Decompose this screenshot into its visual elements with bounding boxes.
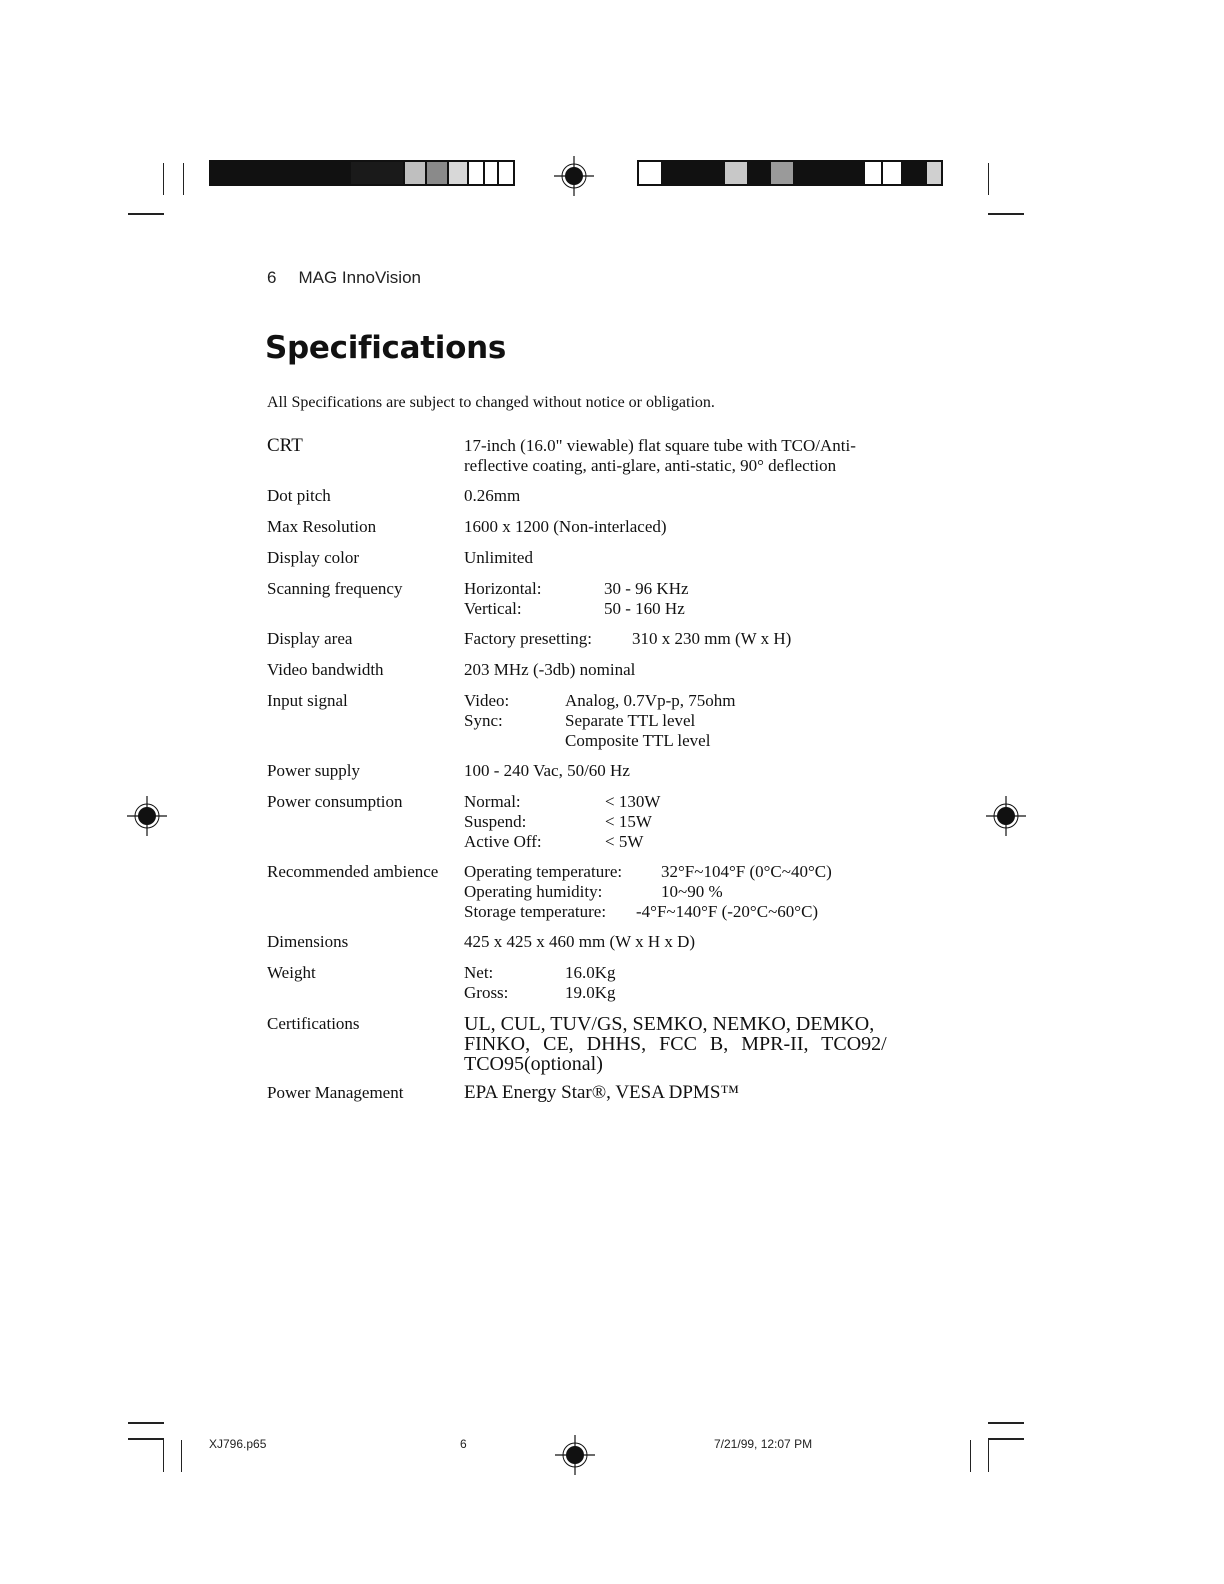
- spec-value: [464, 486, 520, 506]
- registration-color-bar-icon: [209, 160, 515, 186]
- spec-subitem: [464, 599, 689, 619]
- spec-value-line: TCO95(optional): [464, 1053, 603, 1075]
- spec-value-line: 203 MHz (-3db) nominal: [464, 660, 636, 679]
- spec-label: Power supply: [267, 761, 361, 780]
- spec-value: [464, 548, 533, 568]
- crop-mark: [128, 213, 164, 215]
- spec-value: [464, 436, 856, 476]
- spec-subitem-key: Factory presetting:: [464, 629, 592, 648]
- spec-value-line: FINKO, CE, DHHS, FCC B, MPR-II, TCO92/: [464, 1033, 887, 1055]
- spec-value: [464, 932, 695, 952]
- spec-value-line: EPA Energy Star®, VESA DPMS™: [464, 1082, 740, 1103]
- spec-label: Video bandwidth: [267, 660, 384, 679]
- spec-subitem-value: 32°F~104°F (0°C~40°C): [661, 862, 832, 881]
- crop-mark: [988, 213, 1024, 215]
- spec-subitem-key: Gross:: [464, 983, 509, 1002]
- registration-color-bar-icon: [637, 160, 943, 186]
- spec-label: Display color: [267, 548, 360, 567]
- spec-subitem-value: 310 x 230 mm (W x H): [632, 629, 792, 648]
- spec-label: Power Management: [267, 1083, 404, 1102]
- spec-label: Display area: [267, 629, 353, 648]
- spec-subitem-key: Suspend:: [464, 812, 527, 831]
- spec-subitem-value: Composite TTL level: [565, 731, 711, 750]
- page-title: Specifications: [265, 330, 507, 366]
- crop-mark: [128, 1438, 164, 1440]
- crop-mark: [163, 163, 164, 195]
- spec-subitem-key: Sync:: [464, 711, 503, 730]
- spec-value: [464, 963, 616, 1003]
- spec-value-line: 0.26mm: [464, 486, 521, 505]
- spec-value-line: 425 x 425 x 460 mm (W x H x D): [464, 932, 696, 951]
- crop-mark: [181, 1440, 182, 1472]
- page-number: 6: [267, 268, 277, 287]
- spec-subitem-value: < 130W: [605, 792, 661, 811]
- spec-subitem-key: Vertical:: [464, 599, 522, 618]
- spec-value: [464, 691, 735, 751]
- spec-subitem: [464, 579, 689, 599]
- spec-subitem-value: < 5W: [605, 832, 644, 851]
- spec-value-line: reflective coating, anti-glare, anti-static, 90° deflection: [464, 456, 837, 475]
- spec-subitem-value: < 15W: [605, 812, 652, 831]
- spec-subitem: [464, 629, 791, 649]
- crop-mark: [163, 1438, 164, 1472]
- spec-subitem-value: 16.0Kg: [565, 963, 616, 982]
- spec-value: [464, 862, 832, 922]
- spec-subitem-value: 19.0Kg: [565, 983, 616, 1002]
- spec-subitem-key: Horizontal:: [464, 579, 542, 598]
- spec-label: Dimensions: [267, 932, 349, 951]
- spec-subitem-key: Storage temperature:: [464, 902, 607, 921]
- spec-value: [464, 761, 630, 781]
- spec-value-line: UL, CUL, TUV/GS, SEMKO, NEMKO, DEMKO,: [464, 1013, 875, 1035]
- spec-subitem: [464, 731, 735, 751]
- registration-crosshair-icon: [555, 1435, 595, 1475]
- crop-mark: [128, 1422, 164, 1424]
- spec-subitem-key: Active Off:: [464, 832, 542, 851]
- spec-label: Dot pitch: [267, 486, 331, 505]
- footer-page-number: 6: [460, 1437, 467, 1451]
- crop-mark: [988, 1438, 1024, 1440]
- crop-mark: [183, 163, 184, 195]
- spec-subitem-value: 10~90 %: [661, 882, 723, 901]
- spec-label: Power consumption: [267, 792, 403, 811]
- spec-subitem-key: Normal:: [464, 792, 521, 811]
- spec-value-line: 100 - 240 Vac, 50/60 Hz: [464, 761, 630, 780]
- spec-value: [464, 579, 689, 619]
- spec-subitem: [464, 792, 660, 812]
- footer-filename: XJ796.p65: [209, 1437, 267, 1451]
- crop-mark: [988, 163, 989, 195]
- disclaimer-note: All Specifications are subject to changed without notice or obligation.: [267, 394, 715, 411]
- spec-subitem-value: Separate TTL level: [565, 711, 696, 730]
- brand-name: MAG InnoVision: [298, 268, 421, 287]
- spec-subitem-key: Operating humidity:: [464, 882, 603, 901]
- spec-subitem: [464, 963, 616, 983]
- spec-subitem: [464, 832, 660, 852]
- spec-subitem: [464, 983, 616, 1003]
- spec-value-line: 17-inch (16.0" viewable) flat square tube with TCO/Anti-: [464, 436, 856, 455]
- spec-value: [464, 1014, 904, 1074]
- registration-crosshair-icon: [554, 156, 594, 196]
- spec-subitem: [464, 862, 832, 882]
- spec-label: Certifications: [267, 1014, 360, 1033]
- spec-value: [464, 517, 667, 537]
- registration-crosshair-icon: [986, 796, 1026, 836]
- spec-subitem: [464, 711, 735, 731]
- spec-value-line: 1600 x 1200 (Non-interlaced): [464, 517, 667, 536]
- spec-subitem-value: 30 - 96 KHz: [604, 579, 689, 598]
- spec-subitem-value: Analog, 0.7Vp-p, 75ohm: [565, 691, 736, 710]
- footer-timestamp: 7/21/99, 12:07 PM: [714, 1437, 813, 1451]
- spec-subitem-key: Video:: [464, 691, 510, 710]
- running-header: [267, 268, 421, 288]
- spec-label: Scanning frequency: [267, 579, 403, 598]
- crop-mark: [970, 1440, 971, 1472]
- spec-subitem-value: -4°F~140°F (-20°C~60°C): [636, 902, 819, 921]
- spec-label: Input signal: [267, 691, 348, 710]
- spec-subitem: [464, 691, 735, 711]
- spec-value: [464, 660, 635, 680]
- spec-value: [464, 792, 660, 852]
- spec-label: Max Resolution: [267, 517, 377, 536]
- crop-mark: [988, 1422, 1024, 1424]
- spec-subitem: [464, 882, 832, 902]
- spec-label: Weight: [267, 963, 316, 982]
- crop-mark: [988, 1438, 989, 1472]
- spec-subitem-value: 50 - 160 Hz: [604, 599, 685, 618]
- spec-label: Recommended ambience: [267, 862, 439, 881]
- spec-label: CRT: [267, 435, 303, 456]
- spec-subitem: [464, 902, 832, 922]
- spec-value-line: Unlimited: [464, 548, 533, 567]
- spec-value: [464, 1083, 739, 1103]
- spec-subitem-key: Operating temperature:: [464, 862, 623, 881]
- spec-subitem-key: Net:: [464, 963, 494, 982]
- spec-value: [464, 629, 791, 649]
- spec-subitem: [464, 812, 660, 832]
- registration-crosshair-icon: [127, 796, 167, 836]
